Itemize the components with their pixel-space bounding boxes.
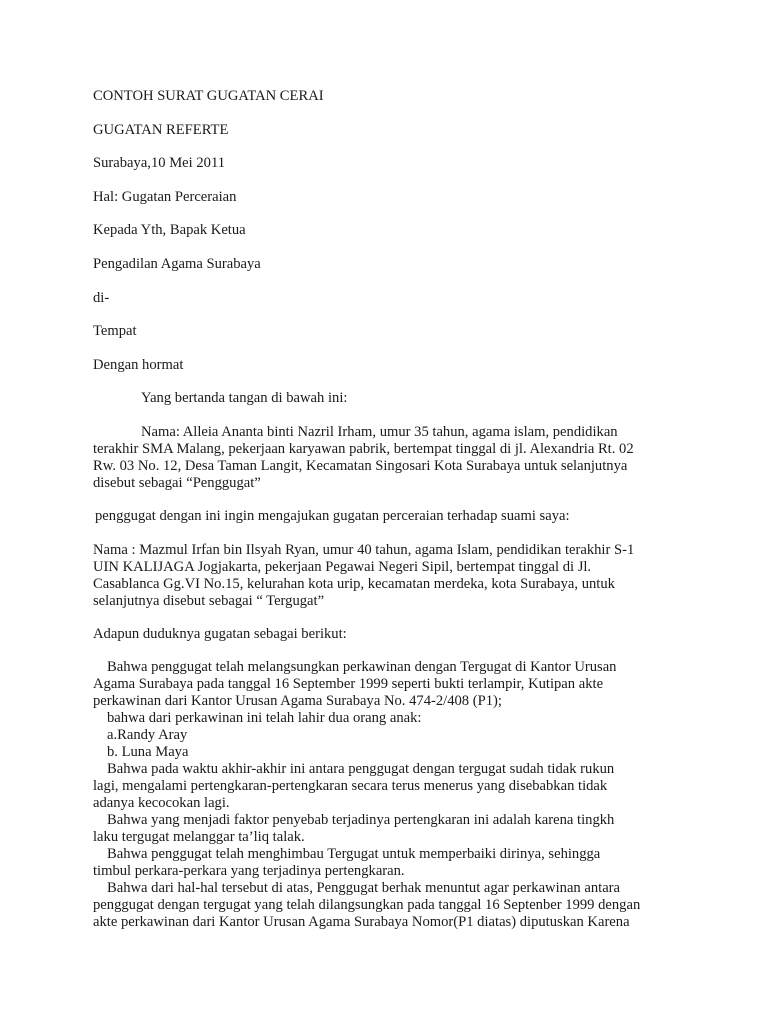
ground-5-line-2: timbul perkara-perkara yang terjadinya pertengkaran.: [93, 863, 405, 879]
ground-line: [93, 846, 673, 863]
ground-2-line-1: bahwa dari perkawinan ini telah lahir dua orang anak:: [107, 710, 422, 726]
plaintiff-line-1: Nama: Alleia Ananta binti Nazril Irham, umur 35 tahun, agama islam, pendidikan: [141, 424, 618, 440]
statement-line: penggugat dengan ini ingin mengajukan gugatan perceraian terhadap suami saya:: [95, 508, 570, 524]
plaintiff-line-4: disebut sebagai “Penggugat”: [93, 475, 261, 491]
ground-3-line-3: adanya kecocokan lagi.: [93, 795, 230, 811]
document-title: CONTOH SURAT GUGATAN CERAI: [93, 88, 324, 104]
greeting: Dengan hormat: [93, 357, 184, 373]
grounds-intro: Adapun duduknya gugatan sebagai berikut:: [93, 626, 347, 642]
recipient-line-3: di-: [93, 290, 110, 306]
recipient-line-1: Kepada Yth, Bapak Ketua: [93, 222, 246, 238]
ground-3-line-2: lagi, mengalami pertengkaran-pertengkaran secara terus menerus yang disebabkan tidak: [93, 778, 608, 794]
defendant-line-1: Nama : Mazmul Irfan bin Ilsyah Ryan, umur 40 tahun, agama Islam, pendidikan terakhir S-1: [93, 542, 635, 558]
document-subtitle: GUGATAN REFERTE: [93, 122, 229, 138]
ground-6-line-2: penggugat dengan tergugat yang telah dilangsungkan pada tanggal 16 Septenber 1999 dengan: [93, 897, 641, 913]
recipient-line-2: Pengadilan Agama Surabaya: [93, 256, 261, 272]
ground-5-line-1: Bahwa penggugat telah menghimbau Tergugat untuk memperbaiki dirinya, sehingga: [107, 846, 601, 862]
ground-6-line-1: Bahwa dari hal-hal tersebut di atas, Penggugat berhak menuntut agar perkawinan antara: [107, 880, 621, 896]
ground-4-line-2: laku tergugat melanggar ta’liq talak.: [93, 829, 305, 845]
plaintiff-line-2: terakhir SMA Malang, pekerjaan karyawan pabrik, bertempat tinggal di jl. Alexandria Rt. 02: [93, 441, 634, 457]
child-a: a.Randy Aray: [107, 727, 188, 743]
ground-3-line-1: Bahwa pada waktu akhir-akhir ini antara penggugat dengan tergugat sudah tidak rukun: [107, 761, 615, 777]
child-b: b. Luna Maya: [107, 744, 189, 760]
subject-line: Hal: Gugatan Perceraian: [93, 189, 237, 205]
ground-1-line-1: Bahwa penggugat telah melangsungkan perkawinan dengan Tergugat di Kantor Urusan: [107, 659, 617, 675]
intro-line: [93, 390, 347, 407]
plaintiff-identity: [93, 424, 673, 492]
defendant-line-3: Casablanca Gg.VI No.15, kelurahan kota urip, kecamatan merdeka, kota Surabaya, untuk: [93, 576, 615, 592]
ground-line: [93, 880, 673, 897]
ground-6-line-3: akte perkawinan dari Kantor Urusan Agama Surabaya Nomor(P1 diatas) diputuskan Karena: [93, 914, 630, 930]
ground-1-line-2: Agama Surabaya pada tanggal 16 September 1999 seperti bukti terlampir, Kutipan akte: [93, 676, 604, 692]
plaintiff-line: [93, 424, 673, 441]
ground-line: [93, 812, 673, 829]
defendant-line-2: UIN KALIJAGA Jogjakarta, pekerjaan Pegawai Negeri Sipil, bertempat tinggal di Jl.: [93, 559, 592, 575]
ground-line: [93, 659, 673, 676]
recipient-line-4: Tempat: [93, 323, 137, 339]
ground-line: [93, 710, 673, 727]
child-item: [93, 727, 673, 744]
place-date: Surabaya,10 Mei 2011: [93, 155, 225, 171]
defendant-line-4: selanjutnya disebut sebagai “ Tergugat”: [93, 593, 325, 609]
ground-line: [93, 761, 673, 778]
child-item: [93, 744, 673, 761]
ground-4-line-1: Bahwa yang menjadi faktor penyebab terjadinya pertengkaran ini adalah karena tingkh: [107, 812, 615, 828]
grounds-list: [93, 659, 673, 931]
intro-text: Yang bertanda tangan di bawah ini:: [141, 390, 348, 406]
defendant-identity: [93, 542, 673, 610]
plaintiff-line-3: Rw. 03 No. 12, Desa Taman Langit, Kecamatan Singosari Kota Surabaya untuk selanjutnya: [93, 458, 628, 474]
ground-1-line-3: perkawinan dari Kantor Urusan Agama Surabaya No. 474-2/408 (P1);: [93, 693, 502, 709]
